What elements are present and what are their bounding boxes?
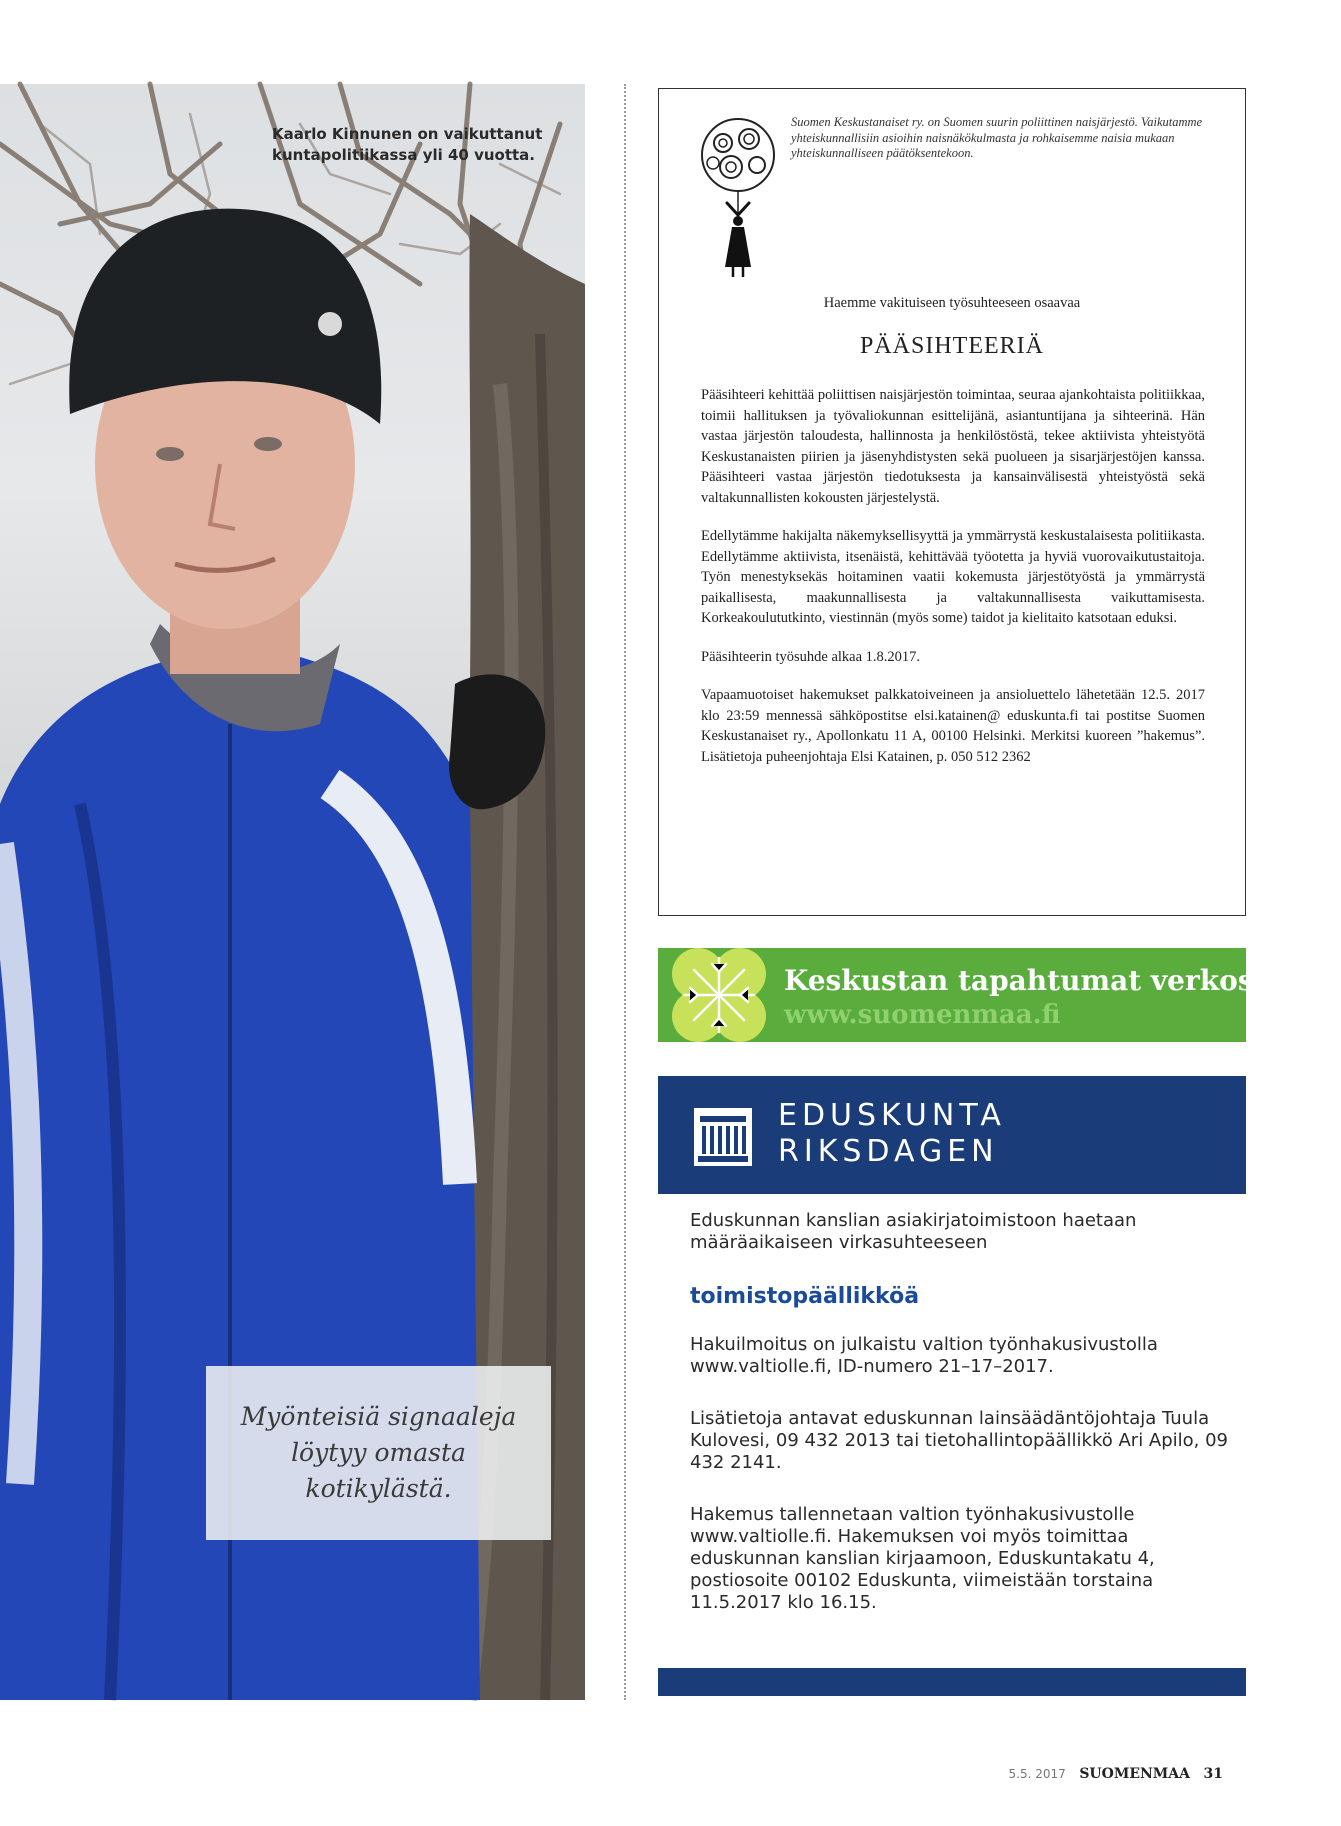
eduskunta-footer-bar: [658, 1668, 1246, 1696]
eduskunta-paragraph: Lisätietoja antavat eduskunnan lainsäädäntöjohtaja Tuula Kulovesi, 09 432 2013 tai tietohallintopäällikkö Ari Apilo, 09 432 2141.: [690, 1408, 1229, 1473]
clover-icon: [664, 944, 774, 1050]
suomenmaa-web-banner[interactable]: [658, 948, 1298, 1042]
pull-quote: Myönteisiä signaaleja löytyy omasta kotikylästä.: [240, 1402, 517, 1503]
eduskunta-wordmark: [778, 1098, 1006, 1170]
eduskunta-paragraph: Hakuilmoitus on julkaistu valtion työnhakusivustolla www.valtiolle.fi, ID-numero 21–17–2017.: [690, 1334, 1158, 1377]
eduskunta-name-fi: EDUSKUNTA: [778, 1098, 1006, 1133]
job-paragraph: Vapaamuotoiset hakemukset palkkatoiveineen ja ansioluettelo lähetetään 12.5. 2017 klo 23:59 mennessä sähköpostitse elsi.katainen@ eduskunta.fi tai postitse Suomen Keskustanaiset ry., Apollonkatu 11 A, 00100 Helsinki. Merkitsi kuoreen ”hakemus”. Lisätietoja puheenjohtaja Elsi Katainen, p. 050 512 2362: [701, 687, 1205, 765]
banner-title: Keskustan tapahtumat verkossa:: [784, 964, 1298, 997]
pull-quote-box: [206, 1366, 551, 1540]
issue-date: 5.5. 2017: [1008, 1767, 1066, 1781]
job-title: PÄÄSIHTEERIÄ: [860, 333, 1044, 359]
job-paragraph: Edellytämme hakijalta näkemyksellisyyttä ja ymmärrystä keskustalaisesta politiikasta. Edellytämme aktiivista, itsenäistä, kehittävää työotetta ja hyviä vuorovaikutustaitoja. Työn menestyksekäs hoitaminen vaatii kokemusta järjestötyöstä ja ymmärrystä paikallisesta, maakunnallisesta ja valtakunnallisesta vaikuttamisesta. Korkeakoulututkinto, viestinnän (myös some) taidot ja kielitaito katsotaan eduksi.: [701, 528, 1205, 626]
job-description: [701, 385, 1205, 785]
keskustanaiset-logo-icon: [699, 117, 777, 277]
parliament-building-icon: [692, 1106, 754, 1168]
job-paragraph: Pääsihteeri kehittää poliittisen naisjärjestön toimintaa, seuraa ajankohtaista politiikkaa, toimii hallituksen ja työvaliokunnan esittelijänä, asiantuntijana ja sihteerinä. Hän vastaa järjestön taloudesta, hallinnosta ja henkilöstöstä, tekee aktiivista yhteistyötä Keskustanaisten piirien ja jäsenyhdistysten sekä puolueen ja sisarjärjestöjen kanssa. Pääsihteeri vastaa järjestön tiedotuksesta ja kansainvälisestä yhteistyöstä sekä valtakunnallisten kokousten järjestelystä.: [701, 387, 1205, 506]
job-lead: Haemme vakituiseen työsuhteeseen osaavaa: [823, 295, 1081, 311]
page-footer: [1009, 1766, 1223, 1783]
banner-url-link[interactable]: www.suomenmaa.fi: [784, 1000, 1061, 1030]
job-paragraph: Pääsihteerin työsuhde alkaa 1.8.2017.: [701, 648, 921, 665]
page-number: 31: [1203, 1766, 1223, 1782]
photo-caption: Kaarlo Kinnunen on vaikuttanut kuntapolitiikassa yli 40 vuotta.: [272, 125, 543, 164]
eduskunta-job-ad: [690, 1210, 1230, 1644]
portrait-photo: [0, 84, 585, 1700]
eduskunta-job-title: toimistopäällikköä: [690, 1284, 920, 1309]
column-divider: [624, 84, 626, 1700]
eduskunta-paragraph: Hakemus tallennetaan valtion työnhakusivustolle www.valtiolle.fi. Hakemuksen voi myös toimittaa eduskunnan kanslian kirjaamoon, Eduskuntakatu 4, postiosoite 00102 Eduskunta, viimeistään torstaina 11.5.2017 klo 16.15.: [690, 1504, 1155, 1613]
eduskunta-intro: Eduskunnan kanslian asiakirjatoimistoon haetaan määräaikaiseen virkasuhteeseen: [690, 1210, 1137, 1253]
organisation-intro: Suomen Keskustanaiset ry. on Suomen suurin poliittinen naisjärjestö. Vaikutamme yhteiskunnallisiin asioihin naisnäkökulmasta ja rohkaisemme naisia mukaan yhteiskunnalliseen päätöksentekoon.: [791, 115, 1203, 160]
eduskunta-header: [658, 1076, 1246, 1194]
eduskunta-name-sv: RIKSDAGEN: [778, 1134, 999, 1169]
publication-name: SUOMENMAA: [1079, 1766, 1191, 1782]
keskustanaiset-job-ad: [658, 88, 1246, 916]
